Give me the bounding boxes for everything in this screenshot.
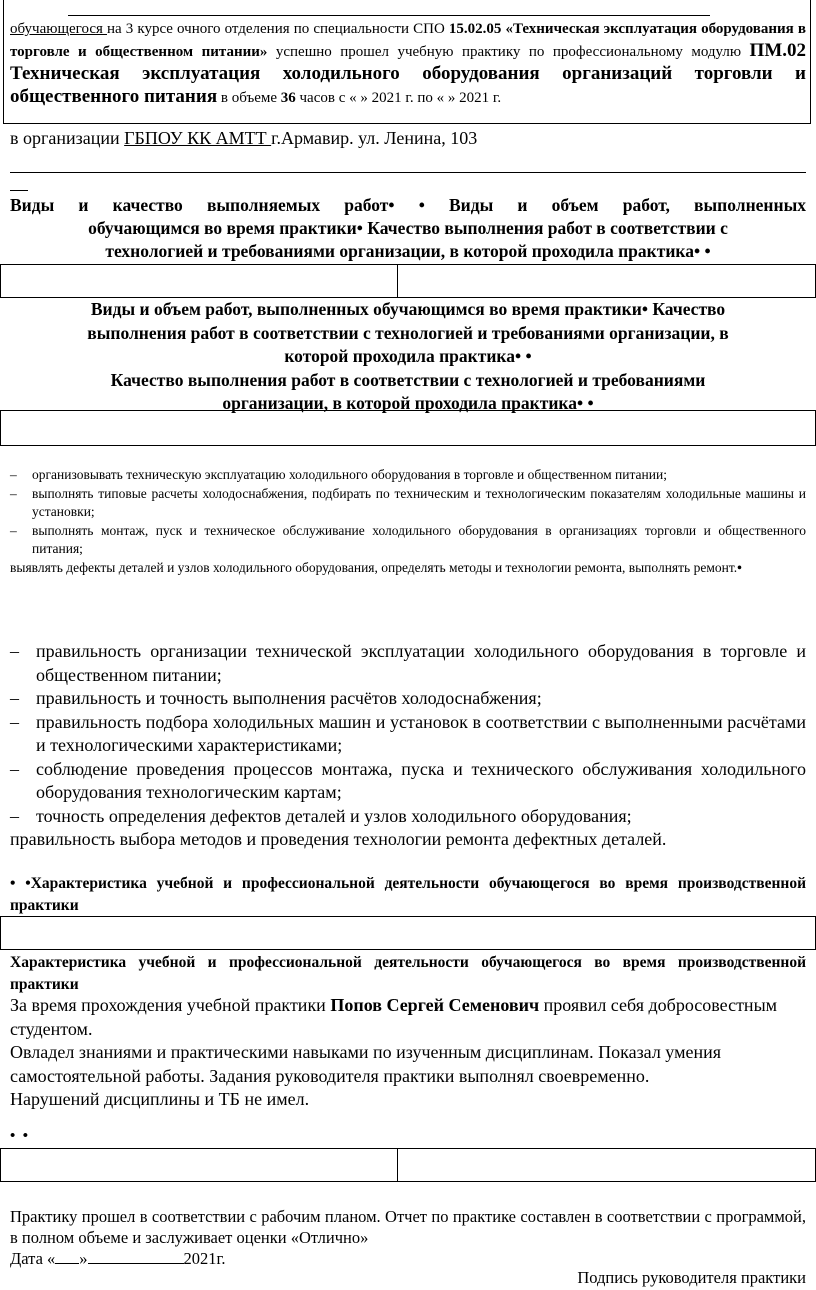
column-divider	[397, 265, 398, 297]
intro-paragraph: обучающегося на 3 курсе очного отделения по специальности СПО 15.02.05 «Техническая эксплуатация оборудования в торговле и общественном питании» успешно прошел учебную практику по профессиональному модулю ПМ.02 Техническая эксплуатация холодильного оборудования организаций торговли и общественного питания в объеме 36 часов с « » 2021 г. по « » 2021 г.	[10, 21, 807, 107]
bullet-marks	[10, 1128, 28, 1145]
list-item: – организовывать техническую эксплуатацию холодильного оборудования в торговле и общественном питании;	[10, 466, 806, 485]
section-heading-works: Виды и качество выполняемых работ• • Виды и объем работ, выполненных обучающимся во время практики• Качество выполнения работ в соответствии с технологией и требованиями организации, в которой проходила практика• •	[10, 195, 807, 261]
characteristic-text: За время прохождения учебной практики Попов Сергей Семенович проявил себя добросовестным студентом. Овладел знаниями и практическими навыками по изученным дисциплинам. Показал умения самостоятельной работы. Задания руководителя практики выполнял своевременно. Нарушений дисциплины и ТБ не имел.	[10, 995, 778, 1109]
spec-code: 15.02.05	[448, 21, 502, 37]
bullet-icon: •	[22, 1128, 29, 1144]
section-heading-characteristic: • •Характеристика учебной и профессиональной деятельности обучающегося во время производственной практики	[10, 875, 807, 914]
table-row	[0, 916, 816, 950]
list-item: – точность определения дефектов деталей и узлов холодильного оборудования;	[10, 805, 806, 829]
bullet-icon: •	[356, 218, 363, 238]
bullet-icon: •	[587, 393, 594, 413]
organization-line: в организации ГБПОУ КК АМТТ г.Армавир. ул. Ленина, 103	[10, 128, 478, 148]
organization-name: ГБПОУ КК АМТТ	[124, 128, 272, 148]
bullet-icon: •	[388, 195, 395, 215]
date-line: Дата « » 2021г.	[10, 1249, 226, 1268]
list-item: – соблюдение проведения процессов монтажа, пуска и технического обслуживания холодильного оборудования технологическим картам;	[10, 758, 806, 805]
bullet-icon: •	[641, 299, 648, 319]
list-item: – выполнять типовые расчеты холодоснабжения, подбирать по техническим и технологическим показателям холодильные машины и установки;	[10, 485, 806, 522]
list-item: правильность выбора методов и проведения технологии ремонта дефектных деталей.	[10, 829, 667, 849]
works-list	[10, 466, 806, 577]
bullet-icon: •	[10, 1128, 16, 1144]
bullet-icon: •	[418, 195, 425, 215]
bullet-icon: •	[515, 346, 522, 366]
organization-address: г.Армавир. ул. Ленина, 103	[271, 128, 478, 148]
section-heading-volume: Виды и объем работ, выполненных обучающимся во время практики• Качество выполнения работ в соответствии с технологией и требованиями организации, в которой проходила практика• • Качество выполнения работ в соответствии с технологией и требованиями организации, в которой проходила практика• •	[87, 299, 729, 413]
blank-line	[10, 172, 806, 173]
table-row	[0, 1148, 816, 1182]
top-rule	[68, 15, 710, 16]
list-item: – правильность подбора холодильных машин и установок в соответствии с выполненными расчётами и технологическими характеристиками;	[10, 711, 806, 758]
column-divider	[397, 1149, 398, 1181]
bullet-icon: •	[704, 241, 711, 261]
conclusion	[10, 1206, 806, 1269]
day-blank[interactable]	[55, 1248, 79, 1264]
student-name: Попов Сергей Семенович	[330, 995, 540, 1015]
list-item: выявлять дефекты деталей и узлов холодильного оборудования, определять методы и технологии ремонта, выполнять ремонт.•	[10, 559, 742, 575]
intro-student-label: обучающегося	[10, 21, 107, 37]
bullet-icon: •	[25, 875, 31, 892]
bullet-icon: •	[525, 346, 532, 366]
module-name: ПМ.02 Техническая эксплуатация холодильного оборудования организаций торговли и общественного питания	[10, 40, 807, 107]
list-item: – правильность организации технической эксплуатации холодильного оборудования в торговле и общественном питании;	[10, 640, 806, 687]
bullet-icon: •	[737, 559, 742, 575]
table-row	[0, 410, 816, 446]
quality-list	[10, 640, 806, 852]
spec-name: «Техническая эксплуатация оборудования в торговле и общественном питании»	[10, 21, 806, 60]
bullet-icon: •	[693, 241, 701, 261]
signature-label: Подпись руководителя практики	[577, 1268, 806, 1287]
conclusion-text: Практику прошел в соответствии с рабочим планом. Отчет по практике составлен в соответствии с программой, в полном объеме и заслуживает оценки «Отлично»	[10, 1207, 806, 1247]
hours-value: 36	[280, 90, 296, 106]
table-row	[0, 264, 816, 298]
bullet-icon: •	[10, 875, 16, 892]
month-blank[interactable]	[88, 1248, 184, 1264]
list-item: – правильность и точность выполнения расчётов холодоснабжения;	[10, 687, 806, 711]
characteristic-heading: Характеристика учебной и профессиональной деятельности обучающегося во время производственной практики	[10, 954, 806, 993]
blank-line-short	[10, 190, 28, 191]
bullet-icon: •	[576, 393, 584, 413]
list-item: – выполнять монтаж, пуск и техническое обслуживание холодильного оборудования в организациях торговли и общественного питания;	[10, 522, 806, 559]
